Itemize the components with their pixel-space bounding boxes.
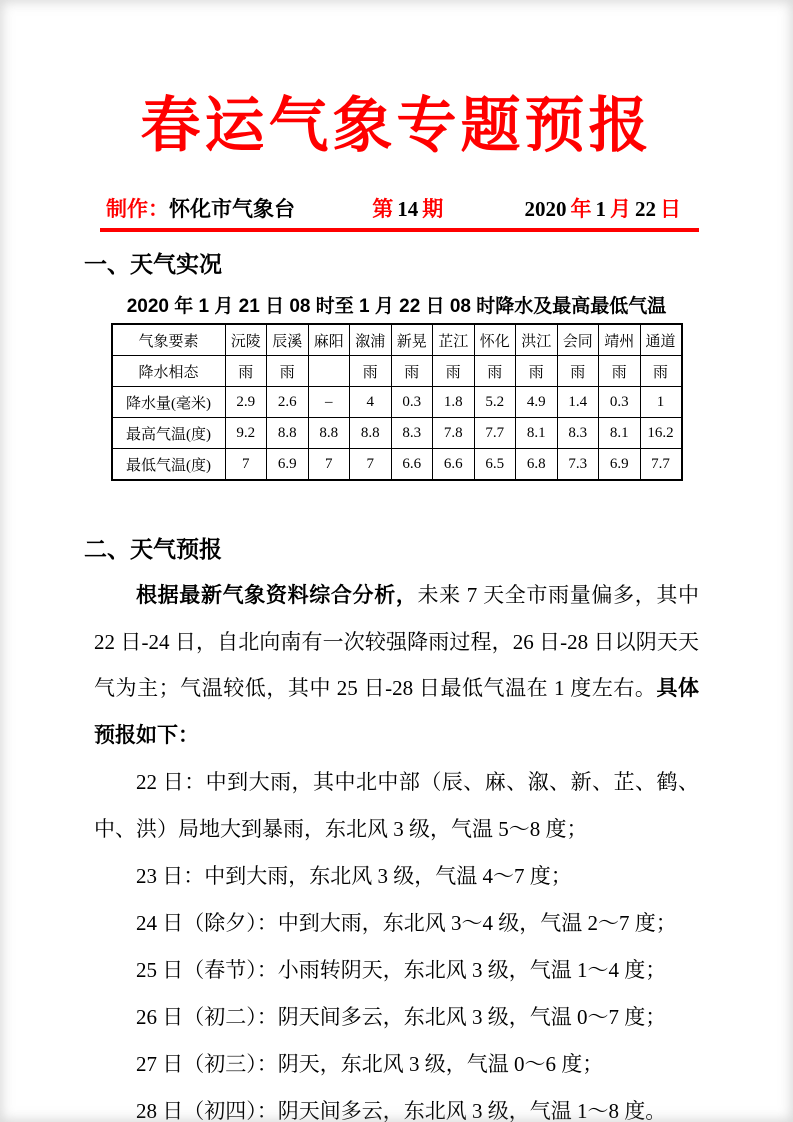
forecast-intro-paragraph: [94, 572, 699, 759]
column-header-cell: 靖州: [599, 324, 641, 356]
value-cell: 8.3: [557, 418, 599, 449]
value-cell: 1.4: [557, 387, 599, 418]
column-header-cell: 溆浦: [350, 324, 392, 356]
producer: [106, 193, 295, 223]
value-cell: 8.8: [350, 418, 392, 449]
section-heading-forecast: 二、天气预报: [84, 536, 222, 562]
date-month-unit: 月: [610, 198, 631, 221]
value-cell: 8.8: [308, 418, 350, 449]
date-month: 1: [595, 197, 606, 221]
value-cell: 7: [225, 449, 267, 481]
forecast-day-25: 25 日（春节）：小雨转阴天，东北风 3 级，气温 1～4 度；: [136, 958, 667, 982]
value-cell: 2.6: [267, 387, 309, 418]
section-heading-weather-facts: 一、天气实况: [84, 251, 222, 277]
value-cell: 6.8: [516, 449, 558, 481]
column-header-cell: 怀化: [474, 324, 516, 356]
value-cell: 5.2: [474, 387, 516, 418]
value-cell: 6.9: [267, 449, 309, 481]
value-cell: 雨: [225, 356, 267, 387]
value-cell: 8.1: [516, 418, 558, 449]
value-cell: 雨: [267, 356, 309, 387]
forecast-day-23: 23 日：中到大雨，东北风 3 级，气温 4～7 度；: [136, 864, 572, 888]
row-label-cell: 气象要素: [112, 324, 226, 356]
value-cell: 雨: [599, 356, 641, 387]
column-header-cell: 会同: [557, 324, 599, 356]
row-label-cell: 降水相态: [112, 356, 226, 387]
value-cell: 雨: [557, 356, 599, 387]
forecast-day-22: 22 日：中到大雨，其中北中部（辰、麻、溆、新、芷、鹤、中、洪）局地大到暴雨，东北风 3 级，气温 5～8 度；: [94, 770, 699, 841]
row-label-cell: 最高气温(度): [112, 418, 226, 449]
value-cell: 0.3: [391, 387, 433, 418]
issue-suffix: 期: [422, 198, 444, 221]
column-header-cell: 通道: [640, 324, 682, 356]
page-title: 春运气象专题预报: [140, 93, 653, 159]
table-row: [112, 356, 682, 387]
forecast-day-26: 26 日（初二）：阴天间多云，东北风 3 级，气温 0～7 度；: [136, 1005, 667, 1029]
value-cell: 6.5: [474, 449, 516, 481]
intro-lead: 根据最新气象资料综合分析，: [136, 584, 418, 607]
value-cell: 4.9: [516, 387, 558, 418]
column-header-cell: 洪江: [516, 324, 558, 356]
issue-prefix: 第: [372, 198, 394, 221]
column-header-cell: 辰溪: [267, 324, 309, 356]
value-cell: 16.2: [640, 418, 682, 449]
value-cell: –: [308, 387, 350, 418]
column-header-cell: 芷江: [433, 324, 475, 356]
producer-name: 怀化市气象台: [169, 198, 295, 221]
value-cell: 8.3: [391, 418, 433, 449]
value-cell: [308, 356, 350, 387]
value-cell: 7.3: [557, 449, 599, 481]
date-day-unit: 日: [660, 198, 681, 221]
page-content: [0, 92, 793, 1122]
value-cell: 7: [350, 449, 392, 481]
date-year-unit: 年: [570, 198, 592, 221]
value-cell: 4: [350, 387, 392, 418]
intro-body: 未来 7 天全市雨量偏多，其中 22 日-24 日，自北向南有一次较强降雨过程，26 日-28 日以阴天天气为主；气温较低，其中 25 日-28 日最低气温在 1 度左右。: [94, 583, 699, 700]
column-header-cell: 麻阳: [308, 324, 350, 356]
forecast-day-27: 27 日（初三）：阴天，东北风 3 级，气温 0～6 度；: [136, 1052, 604, 1076]
table-row: [112, 418, 682, 449]
value-cell: 8.1: [599, 418, 641, 449]
value-cell: 2.9: [225, 387, 267, 418]
table-row: [112, 387, 682, 418]
column-header-cell: 新晃: [391, 324, 433, 356]
forecast-section: [84, 531, 699, 1122]
value-cell: 雨: [474, 356, 516, 387]
red-divider-rule: [100, 228, 699, 232]
value-cell: 8.8: [267, 418, 309, 449]
value-cell: 雨: [350, 356, 392, 387]
value-cell: 雨: [433, 356, 475, 387]
table-header-row: [112, 324, 682, 356]
intro-tail: 具体预报如下：: [94, 677, 699, 747]
value-cell: 雨: [516, 356, 558, 387]
value-cell: 7: [308, 449, 350, 481]
row-label-cell: 最低气温(度): [112, 449, 226, 481]
value-cell: 7.7: [474, 418, 516, 449]
forecast-day-24: 24 日（除夕）：中到大雨，东北风 3～4 级，气温 2～7 度；: [136, 911, 677, 935]
value-cell: 雨: [640, 356, 682, 387]
issue-date: [521, 193, 682, 223]
meta-line: [94, 193, 699, 223]
value-cell: 1.8: [433, 387, 475, 418]
date-day: 22: [635, 197, 656, 221]
value-cell: 雨: [391, 356, 433, 387]
table-title: 2020 年 1 月 21 日 08 时至 1 月 22 日 08 时降水及最高最低气温: [126, 296, 667, 317]
issue-value: 14: [397, 197, 419, 221]
value-cell: 0.3: [599, 387, 641, 418]
forecast-day-28: 28 日（初四）：阴天间多云，东北风 3 级，气温 1～8 度。: [136, 1099, 667, 1122]
producer-label: 制作：: [106, 198, 169, 221]
value-cell: 7.7: [640, 449, 682, 481]
weather-observation-table: [111, 323, 683, 481]
column-header-cell: 沅陵: [225, 324, 267, 356]
table-row: [112, 449, 682, 481]
value-cell: 6.6: [433, 449, 475, 481]
date-year: 2020: [524, 197, 567, 221]
value-cell: 6.6: [391, 449, 433, 481]
row-label-cell: 降水量(毫米): [112, 387, 226, 418]
value-cell: 9.2: [225, 418, 267, 449]
issue-number: [372, 193, 443, 223]
value-cell: 7.8: [433, 418, 475, 449]
value-cell: 1: [640, 387, 682, 418]
value-cell: 6.9: [599, 449, 641, 481]
